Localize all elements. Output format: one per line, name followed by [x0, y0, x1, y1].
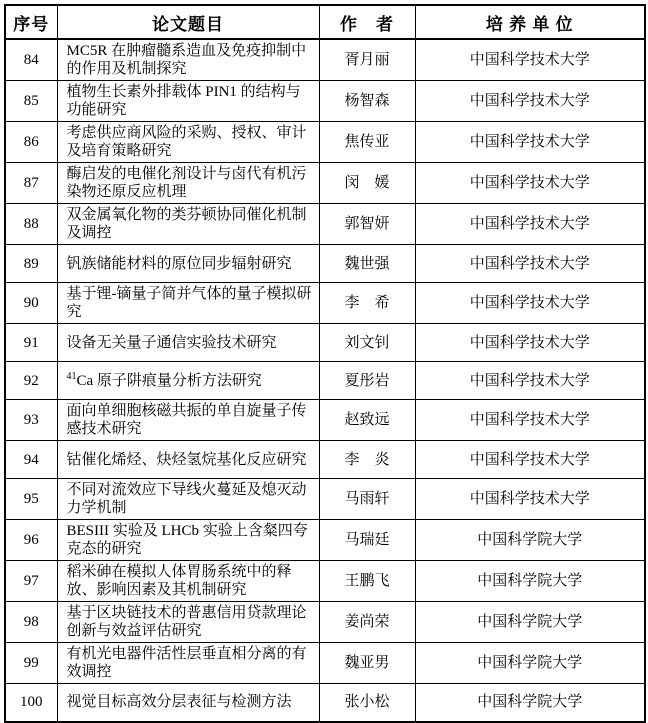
column-header-author: 作 者 [319, 5, 415, 39]
serial-cell: 99 [5, 643, 57, 684]
author-cell: 夏彤岩 [319, 362, 415, 400]
unit-cell: 中国科学技术大学 [415, 479, 645, 520]
author-cell: 李 希 [319, 283, 415, 324]
unit-cell: 中国科学院大学 [415, 643, 645, 684]
unit-cell: 中国科学技术大学 [415, 400, 645, 441]
table-row [5, 602, 645, 643]
author-cell: 焦传亚 [319, 122, 415, 163]
unit-cell: 中国科学院大学 [415, 684, 645, 722]
unit-cell: 中国科学技术大学 [415, 122, 645, 163]
header-row [5, 5, 645, 39]
table-row [5, 479, 645, 520]
table-row [5, 684, 645, 722]
title-cell [57, 362, 319, 400]
unit-cell: 中国科学技术大学 [415, 362, 645, 400]
isotope-superscript: 41 [66, 370, 77, 382]
title-cell: 植物生长素外排载体 PIN1 的结构与功能研究 [57, 81, 319, 122]
column-header-serial: 序号 [5, 5, 57, 39]
unit-cell: 中国科学技术大学 [415, 324, 645, 362]
unit-cell: 中国科学技术大学 [415, 39, 645, 81]
table-row [5, 163, 645, 204]
table-row [5, 283, 645, 324]
serial-cell: 94 [5, 441, 57, 479]
table-row [5, 561, 645, 602]
table-row [5, 122, 645, 163]
title-cell: 视觉目标高效分层表征与检测方法 [57, 684, 319, 722]
title-cell: 考虑供应商风险的采购、授权、审计及培育策略研究 [57, 122, 319, 163]
serial-cell: 97 [5, 561, 57, 602]
table-row [5, 324, 645, 362]
title-cell: 酶启发的电催化剂设计与卤代有机污染物还原反应机理 [57, 163, 319, 204]
column-header-unit: 培 养 单 位 [415, 5, 645, 39]
author-cell: 姜尚荣 [319, 602, 415, 643]
table-row [5, 39, 645, 81]
unit-cell: 中国科学院大学 [415, 561, 645, 602]
table-row [5, 204, 645, 245]
table-row [5, 400, 645, 441]
title-text: Ca 原子阱痕量分析方法研究 [76, 372, 262, 389]
title-cell: 设备无关量子通信实验技术研究 [57, 324, 319, 362]
author-cell: 胥月丽 [319, 39, 415, 81]
author-cell: 马瑞廷 [319, 520, 415, 561]
author-cell: 王鹏飞 [319, 561, 415, 602]
title-cell: 基于区块链技术的普惠信用贷款理论创新与效益评估研究 [57, 602, 319, 643]
unit-cell: 中国科学技术大学 [415, 204, 645, 245]
author-cell: 刘文钊 [319, 324, 415, 362]
table-row [5, 643, 645, 684]
unit-cell: 中国科学技术大学 [415, 245, 645, 283]
unit-cell: 中国科学院大学 [415, 520, 645, 561]
serial-cell: 85 [5, 81, 57, 122]
title-cell: 不同对流效应下导线火蔓延及熄灭动力学机制 [57, 479, 319, 520]
serial-cell: 92 [5, 362, 57, 400]
unit-cell: 中国科学技术大学 [415, 441, 645, 479]
serial-cell: 93 [5, 400, 57, 441]
title-cell: 双金属氧化物的类芬顿协同催化机制及调控 [57, 204, 319, 245]
table-row [5, 520, 645, 561]
table-row [5, 362, 645, 400]
author-cell: 赵致远 [319, 400, 415, 441]
serial-cell: 96 [5, 520, 57, 561]
unit-cell: 中国科学技术大学 [415, 81, 645, 122]
unit-cell: 中国科学院大学 [415, 602, 645, 643]
serial-cell: 91 [5, 324, 57, 362]
title-cell: 钒族储能材料的原位同步辐射研究 [57, 245, 319, 283]
author-cell: 郭智妍 [319, 204, 415, 245]
serial-cell: 88 [5, 204, 57, 245]
table-row [5, 441, 645, 479]
table-row [5, 81, 645, 122]
title-cell: MC5R 在肿瘤髓系造血及免疫抑制中的作用及机制探究 [57, 39, 319, 81]
serial-cell: 89 [5, 245, 57, 283]
serial-cell: 86 [5, 122, 57, 163]
serial-cell: 95 [5, 479, 57, 520]
unit-cell: 中国科学技术大学 [415, 283, 645, 324]
author-cell: 闵 媛 [319, 163, 415, 204]
title-cell: 稻米砷在模拟人体胃肠系统中的释放、影响因素及其机制研究 [57, 561, 319, 602]
author-cell: 杨智森 [319, 81, 415, 122]
column-header-title: 论文题目 [57, 5, 319, 39]
serial-cell: 90 [5, 283, 57, 324]
unit-cell: 中国科学技术大学 [415, 163, 645, 204]
title-cell: 钴催化烯烃、炔烃氢烷基化反应研究 [57, 441, 319, 479]
title-cell: 面向单细胞核磁共振的单自旋量子传感技术研究 [57, 400, 319, 441]
author-cell: 魏世强 [319, 245, 415, 283]
thesis-list-table [4, 4, 646, 723]
author-cell: 张小松 [319, 684, 415, 722]
author-cell: 魏亚男 [319, 643, 415, 684]
author-cell: 马雨轩 [319, 479, 415, 520]
title-cell: BESIII 实验及 LHCb 实验上含粲四夸克态的研究 [57, 520, 319, 561]
serial-cell: 84 [5, 39, 57, 81]
serial-cell: 87 [5, 163, 57, 204]
serial-cell: 100 [5, 684, 57, 722]
table-row [5, 245, 645, 283]
author-cell: 李 炎 [319, 441, 415, 479]
title-cell: 有机光电器件活性层垂直相分离的有效调控 [57, 643, 319, 684]
serial-cell: 98 [5, 602, 57, 643]
title-cell: 基于锂-镝量子简并气体的量子模拟研究 [57, 283, 319, 324]
